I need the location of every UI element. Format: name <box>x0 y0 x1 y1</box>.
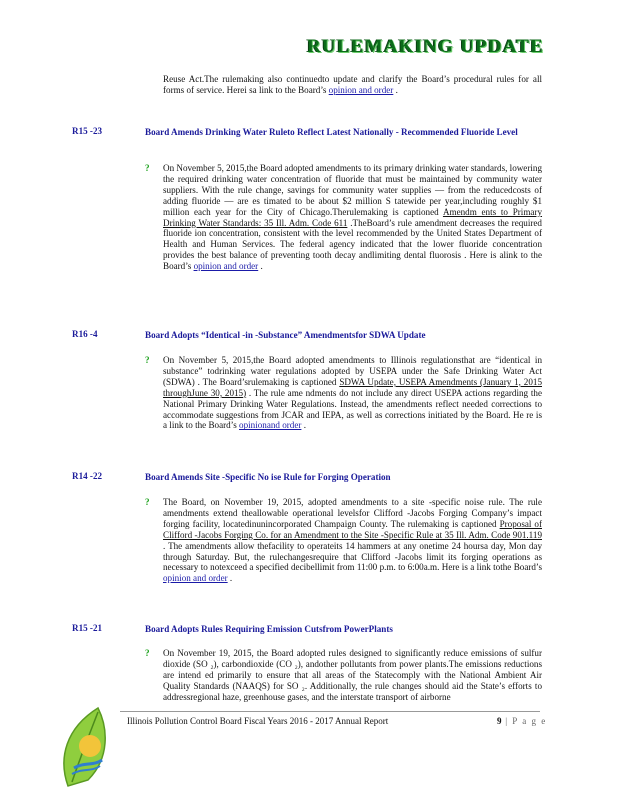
rulemaking-caption: Proposal of Clifford -Jacobs Forging Co. for an Amendment to the Site -Specific Rule at 35 Ill. Adm. Code 901.119 <box>163 518 542 540</box>
page-label: | P a g e <box>501 716 547 726</box>
section-id: R15 -21 <box>72 623 103 633</box>
section-paragraph: On November 19, 2015, the Board adopted rules designed to significantly reduce emissions of sulfur dioxide (SO ₂), carbondioxide (CO ₂), andother pollutants from power plants.The emissions reductions are intend ed primarily to ensure that all areas of the Statecomply with the National Ambient Air Quality Standards (NAAQS) for SO ₂. Additionally, the rule changes should aid the State’s efforts to addressregional haze, greenhouse gases, and the interstate transport of airborne <box>163 648 542 702</box>
section-id: R16 -4 <box>72 329 98 339</box>
page-number: 9 <box>497 716 502 726</box>
section-paragraph: On November 5, 2015,the Board adopted amendments to its primary drinking water standards, lowering the required drinking water concentration of fluoride that must be maintained by community water suppliers. With the rule change, savings for community water supplies — from the reducedcosts of adding fluoride — are es timated to be about $2 million S tatewide per year,including roughly $1 million each year for the City of Chicago.Therulemaking is captioned Amendm ents to Primary Drinking Water Standards: 35 Ill. Adm. Code 611 .TheBoard’s rule amendment decreases the required fluoride ion concentration, consistent with the level recommended by the United States Department of Health and Human Services. The federal agency indicated that the lower fluoride concentration provides the best balance of preventing tooth decay andlimiting dental fluorosis . Here is alink to the Board’s opinion and order . <box>163 163 543 272</box>
opinion-link[interactable]: opinion and order <box>193 261 259 272</box>
rulemaking-update-banner: RULEMAKING UPDATE <box>307 36 544 57</box>
section-title: Board Amends Drinking Water Ruleto Reflect Latest Nationally - Recommended Fluoride Level <box>145 127 518 137</box>
section-paragraph: The Board, on November 19, 2015, adopted amendments to a site -specific noise rule. The rule amendments extend theallowable operational levelsfor Clifford -Jacobs Forging Company’s impact forging facility, locatedinunincorporated Champaign County. The rulemaking is captioned Proposal of Clifford -Jacobs Forging Co. for an Amendment to the Site -Specific Rule at 35 Ill. Adm. Code 901.119 . The amendments allow thefacility to operateits 14 hammers at any onetime 24 hoursa day, Mon day through Saturday. But, the rulechangesrequire that Clifford -Jacobs limit its forging operations as necessary to notexceed a specified decibellimit from 11:00 p.m. to 6:00a.m. Here is a link tothe Board’s opinion and order . <box>163 497 542 584</box>
section-paragraph: On November 5, 2015,the Board adopted amendments to Illinois regulationsthat are “identical in substance” todrinking water regulations adopted by USEPA under the Safe Drinking Water Act (SDWA) . The Board’srulemaking is captioned SDWA Update, USEPA Amendments (January 1, 2015 throughJune 30, 2015) . The rule ame ndments do not include any direct USEPA actions regarding the National Primary Drinking Water Regulations. Instead, the amendments reflect needed corrections to accommodate suggestions from JCAR and IEPA, as well as corrections initiated by the Board. He re is a link to the Board’s opinionand order . <box>163 355 542 431</box>
bullet-icon: ? <box>145 355 150 365</box>
opinion-link[interactable]: opinionand order <box>239 420 302 431</box>
intro-opinion-link[interactable]: opinion and order <box>328 84 394 95</box>
rulemaking-caption: SDWA Update, USEPA Amendments (January 1, 2015 throughJune 30, 2015) <box>163 376 542 398</box>
section-title: Board Amends Site -Specific No ise Rule for Forging Operation <box>145 472 391 482</box>
footer-page-number <box>497 716 547 726</box>
section-title: Board Adopts “Identical -in -Substance” Amendmentsfor SDWA Update <box>145 330 426 340</box>
rulemaking-caption: Amendm ents to Primary Drinking Water Standards: 35 Ill. Adm. Code 611 <box>163 206 543 228</box>
opinion-link[interactable]: opinion and order <box>163 573 228 584</box>
bullet-icon: ? <box>145 497 150 507</box>
bullet-icon: ? <box>145 163 150 173</box>
footer-report-title: Illinois Pollution Control Board Fiscal Years 2016 - 2017 Annual Report <box>127 716 389 726</box>
footer-divider <box>120 711 540 712</box>
bullet-icon: ? <box>145 648 150 658</box>
section-id: R15 -23 <box>72 126 103 136</box>
section-id: R14 -22 <box>72 471 103 481</box>
intro-text: Reuse Act.The rulemaking also continuedto update and clarify the Board’s procedural rules for all forms of service. Herei sa link to the Board’s <box>163 74 542 95</box>
intro-paragraph: Reuse Act.The rulemaking also continuedto update and clarify the Board’s procedural rules for all forms of service. Herei sa link to the Board’s opinion and order . <box>163 74 542 95</box>
section-title: Board Adopts Rules Requiring Emission Cutsfrom PowerPlants <box>145 624 393 634</box>
leaf-logo-icon <box>58 688 122 792</box>
